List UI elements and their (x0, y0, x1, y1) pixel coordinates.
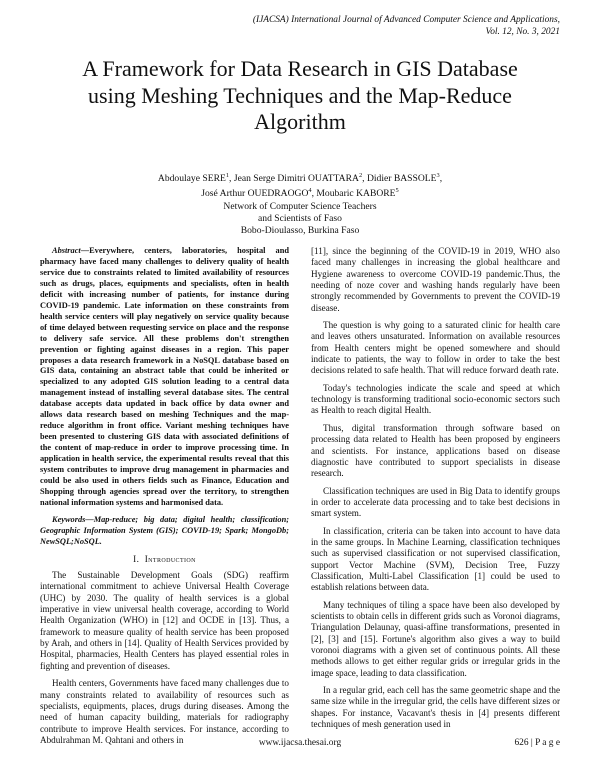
title-line-1: A Framework for Data Research in GIS Database (82, 56, 518, 81)
keywords-label: Keywords— (52, 514, 94, 524)
author-name: Jean Serge Dimitri OUATTARA (233, 173, 359, 185)
title-line-2: using Meshing Techniques and the Map-Reduce (88, 82, 512, 108)
left-column (40, 246, 289, 752)
author-sup: 3 (436, 172, 440, 179)
paragraph: Today's technologies indicate the scale and speed at which technology is transforming traditional socio-economic sectors such as Health to reach digital Health. (311, 382, 560, 416)
author-name: Didier BASSOLE (366, 173, 437, 185)
paragraph: The Sustainable Development Goals (SDG) reaffirm international commitment to achieve Universal Health Coverage (UHC) by 2030. The quality of health services is a global imperative in view universal health coverage, according to World Health Organization (WHO) in [12] and OCDE in [13]. Thus, a framework to measure quality of health service has been proposed by Arah, and others in [14]. Quality of Health Services provided by Hospital, pharmacies, Health Centers has played essential roles in fighting and prevention of diseases. (40, 570, 289, 671)
author-block (110, 170, 490, 237)
abstract-text: Everywhere, centers, laboratories, hospital and pharmacy have faced many challenges to delivery quality of health service due to constraints related to limited availability of resources such as drugs, places, equipments and specialists, often in health deficit with increasing number of patients, for instance during COVID-19 pandemic. Late information on these constraints from health service centers will play negatively on service quality because of time delayed between requesting service on place and the response to delivery safe service. All these problems don't strengthen prevention or fighting against diseases in a region. This paper proposes a data research framework in a NoSQL database based on GIS data, containing an abstract table that could be inherited or specialized to any adopted GIS solution leading to a central data management instead of installing several database sites. The central database accepts data updated in back office by data owner and allows data research based on meshing Techniques and the map-reduce algorithm in front office. Variant meshing techniques have been presented to clustering GIS data with associated definitions of the content of map-reduce in order to improve processing time. In application in health service, the experimental results reveal that this system contributes to improve drug management in pharmacies and could be also used in others fields such as Finance, Education and Shopping through agencies spread over the territory, to strengthen national information systems and harmonised data. (40, 246, 289, 507)
paragraph: Classification techniques are used in Big Data to identify groups in order to accelerate data processing and to take best decisions in smart system. (311, 485, 560, 519)
footer-url: www.ijacsa.thesai.org (258, 738, 342, 748)
affiliation-line-3: Bobo-Dioulasso, Burkina Faso (240, 225, 360, 237)
section-number: I. (133, 553, 140, 564)
paragraph: [11], since the beginning of the COVID-19 in 2019, WHO also faced many challenges in increasing the global healthcare and Hygiene awareness to overcome COVID-19 pandemic.Thus, the needing of noze cover and washing hands regularly have been strongly recommended by Governments to prevent the COVID-19 disease. (311, 246, 560, 313)
right-column (311, 246, 560, 736)
keywords-text: Map-reduce; big data; digital health; classification; Geographic Information System (GIS); COVID-19; Spark; MongoDb; NewSQL;NoSQL. (40, 514, 289, 546)
affiliation-line-1: Network of Computer Science Teachers (223, 200, 377, 212)
journal-header (160, 14, 560, 38)
paragraph: The question is why going to a saturated clinic for health care and leaves others unsaturated. Information on available resources from Health centers might be opened somewhere and should indicate to patients, the way to follow in order to take the best decisions related to safe health. That will reduce forward death rate. (311, 320, 560, 376)
author-sup: 4 (308, 187, 312, 195)
paragraph: In a regular grid, each cell has the same geometric shape and the same size while in the irregular grid, the cells have different sizes or shapes. For instance, Vacavant's thesis in [4] presents different techniques of mesh generation used in (311, 685, 560, 730)
paper-title (40, 56, 560, 136)
author-name: José Arthur OUEDRAOGO (201, 188, 309, 200)
affiliation-line-2: and Scientists of Faso (258, 212, 342, 224)
journal-line-1: (IJACSA) International Journal of Advanced Computer Science and Applications, (252, 15, 560, 25)
paragraph: In classification, criteria can be taken into account to have data in the same groups. In Machine Learning, classification techniques such as supervised classification or not supervised classification, support Vector Machine (SVM), Decision Tree, Fuzzy Classification, Multi-Label Classification [1] could be used to establish relations between data. (311, 525, 560, 593)
title-line-3: Algorithm (254, 109, 346, 134)
page-number: 626 | P a g e (514, 738, 560, 748)
paragraph: Thus, digital transformation through software based on processing data related to Health has been proposed by engineers and scientists. For instance, applications based on disease diagnostic have contributed to support specialists in disease research. (311, 422, 560, 479)
author-sup: 5 (395, 187, 399, 195)
keywords (40, 515, 289, 548)
abstract-label: Abstract— (52, 246, 90, 255)
author-line-2: José Arthur OUEDRAOGO$^4$, Moubaric KABORE$^5$ (201, 187, 399, 200)
author-sup: 1 (225, 172, 230, 179)
author-sup: 2 (358, 172, 363, 179)
section-heading (40, 554, 289, 565)
author-line-1: Abdoulaye SERE$^1$, Jean Serge Dimitri OUATTARA$^2$, Didier BASSOLE$^3$, (157, 172, 443, 185)
page-footer (40, 738, 560, 752)
author-name: Moubaric KABORE (316, 188, 396, 200)
paragraph: Health centers, Governments have faced many challenges due to many constraints related to availability of resources such as specialists, equipments, places, drugs during diseases. Among the need of human capacity building, materials for radiography contribute to improve Health services. For instance, according to Abdulrahman M. Qahtani and others in (40, 678, 289, 745)
section-title: Introduction (144, 553, 196, 564)
paragraph: Many techniques of tiling a space have been also developed by scientists to obtain cells in different grids such as Voronoi diagrams, Triangulation Delaunay, quasi-affine transformations, presented in [2], [3] and [15]. Fortune's algorithm also gives a way to build voronoi diagrams with a given set of continuous points. All these methods allows to get either regular grids or irregular grids in the image space, leading to data classification. (311, 599, 560, 678)
author-name: Abdoulaye SERE (157, 173, 226, 185)
journal-line-2: Vol. 12, No. 3, 2021 (485, 27, 560, 37)
abstract (40, 246, 289, 509)
